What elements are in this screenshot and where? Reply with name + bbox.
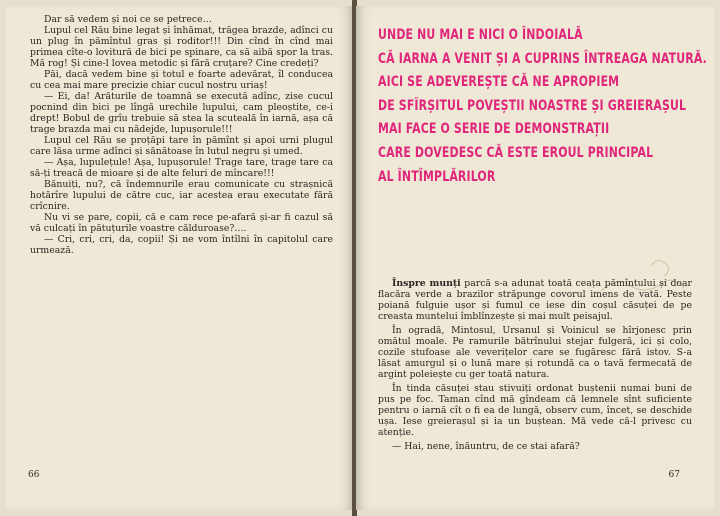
page-number-left: 66 xyxy=(28,470,40,480)
left-paragraph-9: — Cri, cri, cri, da, copii! Și ne vom întîlni în capitolul care urmează. xyxy=(30,234,333,256)
right-body-text xyxy=(378,278,692,455)
left-paragraph-3: Păi, dacă vedem bine și totul e foarte adevărat, îl conducea cu cea mai mare precizie chiar cucul nostru uriaș! xyxy=(30,69,333,91)
right-paragraph-4: — Hai, nene, înăuntru, de ce stai afară? xyxy=(392,441,580,452)
left-paragraph-4: — Ei, da! Arăturile de toamnă se execută adînc, zise cucul pocnind din bici pe lîngă urechile lupului, cam pleoștite, ce-i drept! Bobul de grîu trebuie să stea la scuteală în iarnă, așa că trage brazda mai cu nădejde, lupușorule!!! xyxy=(30,91,333,135)
left-paragraph-7: Bănuiți, nu?, că îndemnurile erau comunicate cu strașnică hotărîre lupului de către cuc, iar acestea erau executate fără crîcnire. xyxy=(30,179,333,212)
chapter-heading-line-1: UNDE NU MAI E NICI O ÎNDOIALĂ xyxy=(378,27,583,43)
left-page xyxy=(6,6,353,510)
left-paragraph-6: — Așa, lupulețule! Așa, lupușorule! Trage tare, trage tare ca să-ți treacă de mioare și de alte feluri de mîncare!!! xyxy=(30,157,333,179)
right-page xyxy=(356,6,714,510)
right-paragraph-2: În ogradă, Mintosul, Ursanul și Voinicul se hîrjonesc prin omătul moale. Pe ramurile bătrînului stejar fulgeră, ici și colo, cozile stufoase ale veverițelor care se fugăresc fără istov. S-a lăsat amurgul și o lună mare și rotundă ca o tavă fermecată de argint poleiește cu ger toată natura. xyxy=(378,325,692,380)
chapter-heading-line-7: AL ÎNTÎMPLĂRILOR xyxy=(378,168,496,185)
lead-words: Înspre munți xyxy=(392,278,461,289)
chapter-heading xyxy=(378,24,707,189)
chapter-heading-line-6: CARE DOVEDESC CĂ ESTE EROUL PRINCIPAL xyxy=(378,144,654,161)
left-paragraph-8: Nu vi se pare, copii, că e cam rece pe-afară și-ar fi cazul să vă culcați în pătuțurile voastre călduroase?…. xyxy=(30,212,333,234)
right-paragraph-1-rest: parcă s-a adunat toată ceața pămîntului și doar flacăra verde a brazilor străpunge covorul imens de vată. Peste poiană fulguie ușor și fumul ce iese din coșul căsuței de pe creasta muntelui îmblînzește și mai mult peisajul. xyxy=(378,278,692,322)
page-number-right: 67 xyxy=(668,470,680,480)
left-paragraph-2: Lupul cel Rău bine legat și înhămat, trăgea brazde, adînci cu un plug în pămîntul gras și roditor!!! Din cînd în cînd mai primea cîte-o lovitură de bici pe spinare, ca să aibă spor la tras. Mă rog! Și cine-l lovea metodic și fără cruțare? Cine credeți? xyxy=(30,25,333,69)
left-paragraph-5: Lupul cel Rău se proțăpi tare în pămînt și apoi urni plugul care lăsa urme adînci și sănătoase în lutul negru și umed. xyxy=(30,135,333,157)
chapter-heading-line-3: AICI SE ADEVEREȘTE CĂ NE APROPIEM xyxy=(378,74,620,91)
right-paragraph-1 xyxy=(378,278,692,322)
left-paragraph-1: Dar să vedem și noi ce se petrece… xyxy=(44,14,212,25)
chapter-heading-line-2: CĂ IARNA A VENIT ȘI A CUPRINS ÎNTREAGA NATURĂ. xyxy=(378,50,707,67)
right-paragraph-3: În tinda căsuței stau stivuiți ordonat buștenii numai buni de pus pe foc. Taman cînd mă gîndeam că lemnele sînt suficiente pentru o iarnă cît o fi ea de lungă, observ cum, încet, se deschide ușa. Iese greierașul și ia un buștean. Mă vede că-l privesc cu atenție. xyxy=(378,383,692,438)
chapter-heading-line-5: MAI FACE O SERIE DE DEMONSTRAȚII xyxy=(378,121,610,138)
chapter-heading-line-4: DE SFÎRȘITUL POVEȘTII NOASTRE ȘI GREIERAȘUL xyxy=(378,97,687,114)
